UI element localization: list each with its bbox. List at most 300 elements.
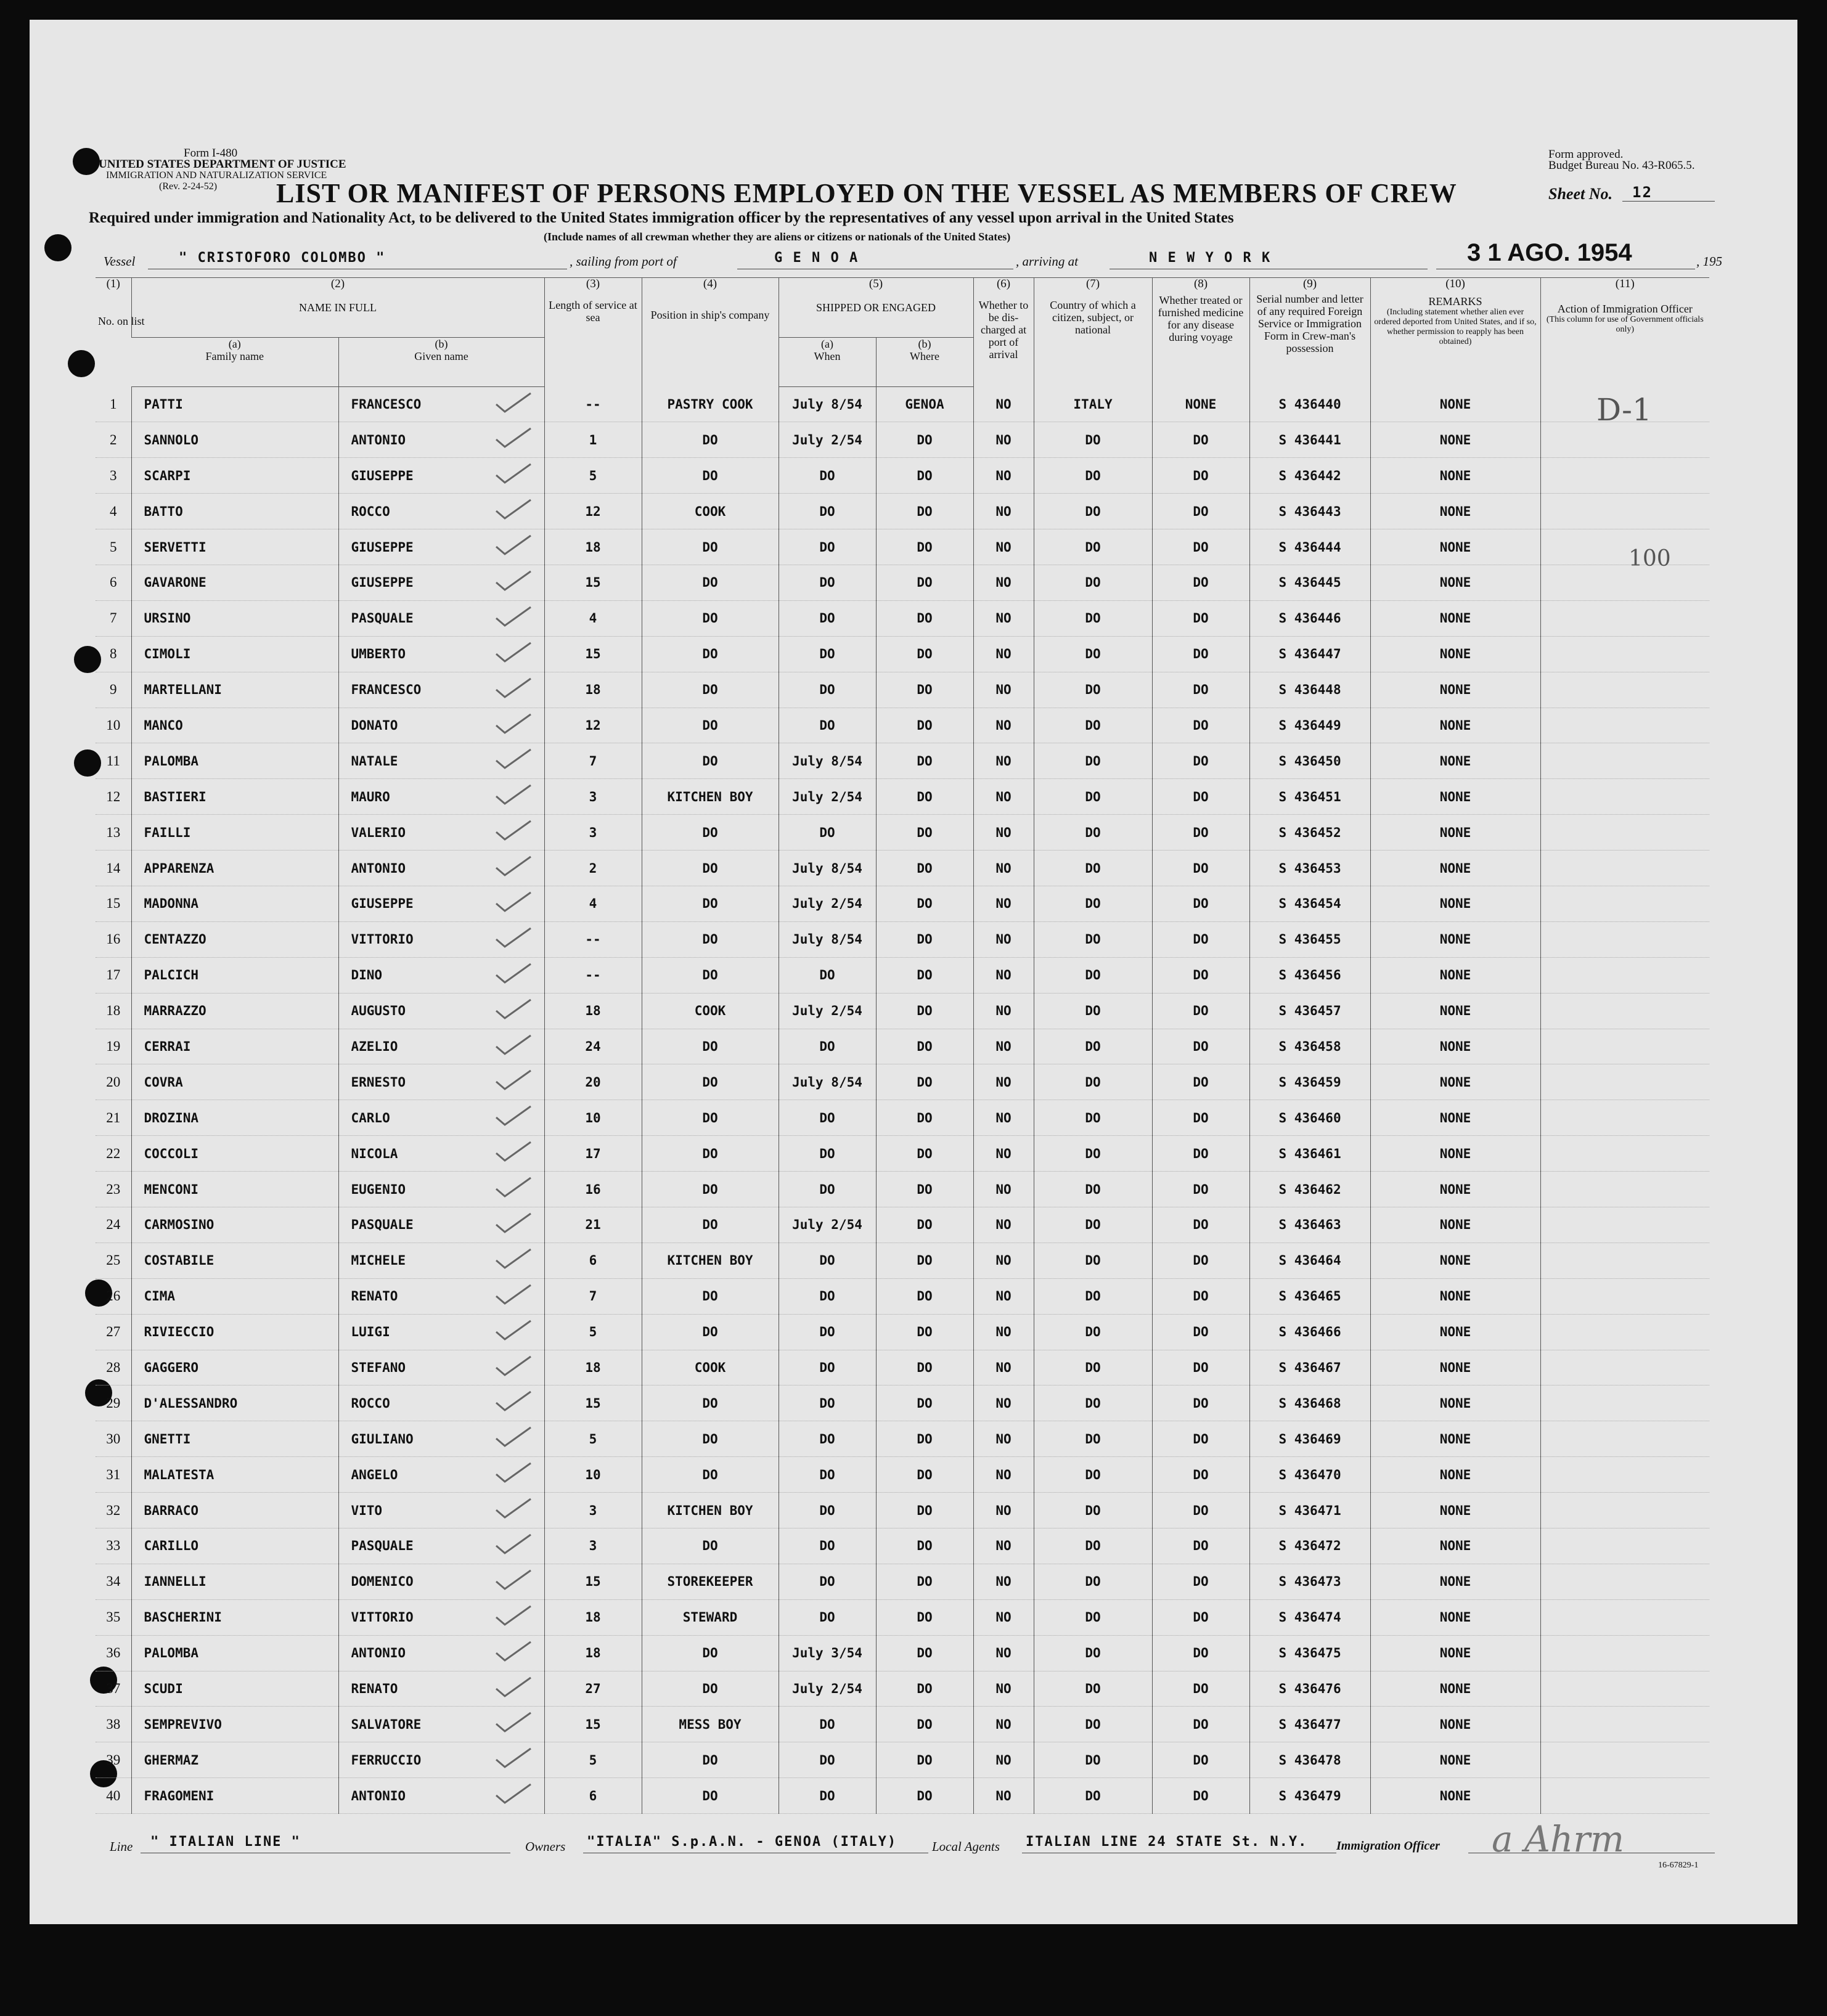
treated-medicine: DO bbox=[1152, 494, 1249, 529]
table-row bbox=[96, 529, 1709, 565]
position: DO bbox=[642, 743, 779, 779]
check-mark-icon bbox=[493, 391, 536, 415]
action-cell bbox=[1540, 1635, 1709, 1671]
action-cell bbox=[1540, 1778, 1709, 1814]
given-name: VITTORIO bbox=[338, 921, 544, 957]
shipped-where: DO bbox=[876, 743, 973, 779]
check-mark-icon bbox=[493, 569, 536, 594]
position: DO bbox=[642, 815, 779, 851]
serial-number: S 436452 bbox=[1249, 815, 1370, 851]
given-name: PASQUALE bbox=[338, 1207, 544, 1243]
discharged-at-arrival: NO bbox=[973, 1742, 1034, 1778]
action-cell bbox=[1540, 672, 1709, 708]
family-name: CARMOSINO bbox=[131, 1207, 338, 1243]
length-of-service: 5 bbox=[544, 1421, 642, 1457]
length-of-service: 7 bbox=[544, 743, 642, 779]
remarks: NONE bbox=[1370, 565, 1540, 600]
shipped-when: DO bbox=[779, 1778, 876, 1814]
row-number: 37 bbox=[96, 1671, 131, 1707]
length-of-service: 18 bbox=[544, 529, 642, 565]
shipped-where: DO bbox=[876, 672, 973, 708]
serial-number: S 436459 bbox=[1249, 1064, 1370, 1100]
action-cell bbox=[1540, 1350, 1709, 1385]
shipped-when: DO bbox=[779, 1742, 876, 1778]
row-number: 19 bbox=[96, 1029, 131, 1064]
remarks: NONE bbox=[1370, 1671, 1540, 1707]
discharged-at-arrival: NO bbox=[973, 1172, 1034, 1207]
discharged-at-arrival: NO bbox=[973, 1493, 1034, 1528]
given-name: LUIGI bbox=[338, 1314, 544, 1350]
check-mark-icon bbox=[493, 1247, 536, 1271]
length-of-service: 21 bbox=[544, 1207, 642, 1243]
check-mark-icon bbox=[493, 1425, 536, 1450]
row-number: 1 bbox=[96, 386, 131, 422]
family-name: FAILLI bbox=[131, 815, 338, 851]
country: DO bbox=[1034, 1635, 1152, 1671]
row-number: 38 bbox=[96, 1707, 131, 1742]
position: KITCHEN BOY bbox=[642, 1243, 779, 1278]
country: DO bbox=[1034, 1528, 1152, 1564]
remarks: NONE bbox=[1370, 779, 1540, 815]
remarks: NONE bbox=[1370, 1528, 1540, 1564]
shipped-when: DO bbox=[779, 1172, 876, 1207]
table-row bbox=[96, 565, 1709, 600]
given-name: ROCCO bbox=[338, 1385, 544, 1421]
discharged-at-arrival: NO bbox=[973, 1778, 1034, 1814]
check-mark-icon bbox=[493, 926, 536, 950]
row-number: 25 bbox=[96, 1243, 131, 1278]
given-name: PASQUALE bbox=[338, 600, 544, 636]
length-of-service: 3 bbox=[544, 1493, 642, 1528]
shipped-when: July 2/54 bbox=[779, 886, 876, 921]
serial-number: S 436454 bbox=[1249, 886, 1370, 921]
check-mark-icon bbox=[493, 961, 536, 986]
family-name: COVRA bbox=[131, 1064, 338, 1100]
header-treated: Whether treated or furnished medicine for any disease during voyage bbox=[1158, 294, 1244, 343]
shipped-where: DO bbox=[876, 1457, 973, 1493]
given-name: FERRUCCIO bbox=[338, 1742, 544, 1778]
discharged-at-arrival: NO bbox=[973, 1207, 1034, 1243]
check-mark-icon bbox=[493, 854, 536, 879]
action-cell bbox=[1540, 565, 1709, 600]
shipped-where: DO bbox=[876, 779, 973, 815]
position: DO bbox=[642, 1029, 779, 1064]
family-name: MADONNA bbox=[131, 886, 338, 921]
length-of-service: 18 bbox=[544, 1635, 642, 1671]
position: DO bbox=[642, 600, 779, 636]
row-number: 6 bbox=[96, 565, 131, 600]
shipped-where: DO bbox=[876, 1385, 973, 1421]
table-row bbox=[96, 743, 1709, 779]
remarks: NONE bbox=[1370, 386, 1540, 422]
shipped-when: July 2/54 bbox=[779, 993, 876, 1029]
serial-number: S 436448 bbox=[1249, 672, 1370, 708]
row-number: 7 bbox=[96, 600, 131, 636]
discharged-at-arrival: NO bbox=[973, 1707, 1034, 1742]
discharged-at-arrival: NO bbox=[973, 1350, 1034, 1385]
table-row bbox=[96, 1599, 1709, 1635]
length-of-service: 10 bbox=[544, 1457, 642, 1493]
action-cell bbox=[1540, 1029, 1709, 1064]
action-cell bbox=[1540, 851, 1709, 886]
given-name: RENATO bbox=[338, 1671, 544, 1707]
treated-medicine: DO bbox=[1152, 1029, 1249, 1064]
table-row bbox=[96, 1671, 1709, 1707]
shipped-when: July 8/54 bbox=[779, 921, 876, 957]
shipped-where: DO bbox=[876, 1278, 973, 1314]
remarks: NONE bbox=[1370, 1136, 1540, 1172]
length-of-service: 4 bbox=[544, 886, 642, 921]
treated-medicine: DO bbox=[1152, 1528, 1249, 1564]
row-number: 5 bbox=[96, 529, 131, 565]
shipped-when: DO bbox=[779, 708, 876, 743]
remarks: NONE bbox=[1370, 1707, 1540, 1742]
discharged-at-arrival: NO bbox=[973, 886, 1034, 921]
discharged-at-arrival: NO bbox=[973, 1314, 1034, 1350]
shipped-when: DO bbox=[779, 494, 876, 529]
check-mark-icon bbox=[493, 1604, 536, 1628]
shipped-when: July 8/54 bbox=[779, 386, 876, 422]
given-name: AZELIO bbox=[338, 1029, 544, 1064]
discharged-at-arrival: NO bbox=[973, 1243, 1034, 1278]
treated-medicine: DO bbox=[1152, 886, 1249, 921]
shipped-when: July 3/54 bbox=[779, 1635, 876, 1671]
country: DO bbox=[1034, 851, 1152, 886]
remarks: NONE bbox=[1370, 886, 1540, 921]
position: DO bbox=[642, 1635, 779, 1671]
action-cell bbox=[1540, 1243, 1709, 1278]
table-row bbox=[96, 708, 1709, 743]
table-row bbox=[96, 1564, 1709, 1599]
position: DO bbox=[642, 672, 779, 708]
country: DO bbox=[1034, 1100, 1152, 1136]
treated-medicine: DO bbox=[1152, 815, 1249, 851]
table-row bbox=[96, 494, 1709, 529]
header-name-in-full: NAME IN FULL bbox=[299, 301, 377, 314]
position: DO bbox=[642, 1778, 779, 1814]
table-row bbox=[96, 1172, 1709, 1207]
action-cell bbox=[1540, 458, 1709, 494]
shipped-when: DO bbox=[779, 1029, 876, 1064]
shipped-where: DO bbox=[876, 1707, 973, 1742]
row-number: 33 bbox=[96, 1528, 131, 1564]
serial-number: S 436442 bbox=[1249, 458, 1370, 494]
check-mark-icon bbox=[493, 1568, 536, 1593]
remarks: NONE bbox=[1370, 600, 1540, 636]
treated-medicine: DO bbox=[1152, 1671, 1249, 1707]
remarks: NONE bbox=[1370, 494, 1540, 529]
family-name: SCUDI bbox=[131, 1671, 338, 1707]
shipped-where: DO bbox=[876, 1742, 973, 1778]
shipped-where: DO bbox=[876, 1314, 973, 1350]
position: PASTRY COOK bbox=[642, 386, 779, 422]
discharged-at-arrival: NO bbox=[973, 529, 1034, 565]
remarks: NONE bbox=[1370, 993, 1540, 1029]
treated-medicine: DO bbox=[1152, 957, 1249, 993]
check-mark-icon bbox=[493, 1211, 536, 1236]
country: DO bbox=[1034, 921, 1152, 957]
serial-number: S 436465 bbox=[1249, 1278, 1370, 1314]
position: DO bbox=[642, 1457, 779, 1493]
action-cell bbox=[1540, 1493, 1709, 1528]
table-row bbox=[96, 422, 1709, 458]
row-number: 34 bbox=[96, 1564, 131, 1599]
col-num-1: (1) bbox=[106, 277, 120, 290]
country: DO bbox=[1034, 422, 1152, 458]
family-name: GAGGERO bbox=[131, 1350, 338, 1385]
shipped-when: DO bbox=[779, 1421, 876, 1457]
country: DO bbox=[1034, 1671, 1152, 1707]
family-name: SEMPREVIVO bbox=[131, 1707, 338, 1742]
serial-number: S 436470 bbox=[1249, 1457, 1370, 1493]
given-name: GIUSEPPE bbox=[338, 458, 544, 494]
shipped-when: DO bbox=[779, 1564, 876, 1599]
shipped-when: DO bbox=[779, 1314, 876, 1350]
family-name: COSTABILE bbox=[131, 1243, 338, 1278]
country: DO bbox=[1034, 1278, 1152, 1314]
table-row bbox=[96, 921, 1709, 957]
position: COOK bbox=[642, 993, 779, 1029]
shipped-when: DO bbox=[779, 1599, 876, 1635]
check-mark-icon bbox=[493, 1389, 536, 1414]
check-mark-icon bbox=[493, 997, 536, 1022]
treated-medicine: DO bbox=[1152, 1278, 1249, 1314]
length-of-service: 4 bbox=[544, 600, 642, 636]
serial-number: S 436472 bbox=[1249, 1528, 1370, 1564]
given-name: DINO bbox=[338, 957, 544, 993]
shipped-when: July 2/54 bbox=[779, 422, 876, 458]
sailing-label: , sailing from port of bbox=[570, 254, 677, 269]
given-name: EUGENIO bbox=[338, 1172, 544, 1207]
punch-hole bbox=[68, 350, 95, 377]
punch-hole bbox=[44, 234, 72, 261]
serial-number: S 436476 bbox=[1249, 1671, 1370, 1707]
serial-number: S 436478 bbox=[1249, 1742, 1370, 1778]
table-row bbox=[96, 1778, 1709, 1814]
position: KITCHEN BOY bbox=[642, 1493, 779, 1528]
country: DO bbox=[1034, 1029, 1152, 1064]
family-name: CENTAZZO bbox=[131, 921, 338, 957]
check-mark-icon bbox=[493, 1033, 536, 1058]
country: DO bbox=[1034, 993, 1152, 1029]
country: DO bbox=[1034, 1421, 1152, 1457]
shipped-when: DO bbox=[779, 672, 876, 708]
given-name: RENATO bbox=[338, 1278, 544, 1314]
discharged-at-arrival: NO bbox=[973, 1421, 1034, 1457]
position: DO bbox=[642, 957, 779, 993]
table-row bbox=[96, 886, 1709, 921]
given-name: MAURO bbox=[338, 779, 544, 815]
remarks: NONE bbox=[1370, 529, 1540, 565]
treated-medicine: DO bbox=[1152, 1635, 1249, 1671]
print-code: 16-67829-1 bbox=[1658, 1861, 1699, 1870]
check-mark-icon bbox=[493, 676, 536, 701]
manifest-title: LIST OR MANIFEST OF PERSONS EMPLOYED ON THE VESSEL AS MEMBERS OF CREW bbox=[276, 178, 1457, 208]
serial-number: S 436468 bbox=[1249, 1385, 1370, 1421]
serial-number: S 436457 bbox=[1249, 993, 1370, 1029]
shipped-where: DO bbox=[876, 458, 973, 494]
given-name: GIUSEPPE bbox=[338, 565, 544, 600]
shipped-where: DO bbox=[876, 851, 973, 886]
action-cell bbox=[1540, 1207, 1709, 1243]
country: DO bbox=[1034, 743, 1152, 779]
country: DO bbox=[1034, 529, 1152, 565]
country: DO bbox=[1034, 1136, 1152, 1172]
action-cell bbox=[1540, 743, 1709, 779]
length-of-service: -- bbox=[544, 957, 642, 993]
family-name: MENCONI bbox=[131, 1172, 338, 1207]
row-number: 9 bbox=[96, 672, 131, 708]
position: DO bbox=[642, 529, 779, 565]
check-mark-icon bbox=[493, 1104, 536, 1128]
serial-number: S 436453 bbox=[1249, 851, 1370, 886]
punch-hole bbox=[73, 148, 100, 175]
remarks: NONE bbox=[1370, 1350, 1540, 1385]
remarks: NONE bbox=[1370, 1564, 1540, 1599]
action-cell bbox=[1540, 1707, 1709, 1742]
remarks: NONE bbox=[1370, 422, 1540, 458]
given-name: STEFANO bbox=[338, 1350, 544, 1385]
manifest-subtitle: Required under immigration and Nationality Act, to be delivered to the United States immigration officer by the representatives of any vessel upon arrival in the United States bbox=[89, 210, 1234, 226]
action-cell bbox=[1540, 1528, 1709, 1564]
action-cell bbox=[1540, 779, 1709, 815]
country: DO bbox=[1034, 1742, 1152, 1778]
position: DO bbox=[642, 1278, 779, 1314]
length-of-service: 10 bbox=[544, 1100, 642, 1136]
shipped-where: DO bbox=[876, 815, 973, 851]
shipped-when: DO bbox=[779, 1100, 876, 1136]
family-name: SERVETTI bbox=[131, 529, 338, 565]
officer-label: Immigration Officer bbox=[1336, 1839, 1440, 1853]
row-number: 20 bbox=[96, 1064, 131, 1100]
shipped-where: DO bbox=[876, 1778, 973, 1814]
discharged-at-arrival: NO bbox=[973, 494, 1034, 529]
agents-value: ITALIAN LINE 24 STATE St. N.Y. bbox=[1026, 1834, 1308, 1850]
discharged-at-arrival: NO bbox=[973, 458, 1034, 494]
remarks: NONE bbox=[1370, 1778, 1540, 1814]
row-number: 22 bbox=[96, 1136, 131, 1172]
col-num-9: (9) bbox=[1302, 277, 1317, 290]
row-number: 40 bbox=[96, 1778, 131, 1814]
position: DO bbox=[642, 1671, 779, 1707]
row-number: 10 bbox=[96, 708, 131, 743]
header-given-b: (b) bbox=[435, 338, 448, 351]
remarks: NONE bbox=[1370, 1421, 1540, 1457]
discharged-at-arrival: NO bbox=[973, 1064, 1034, 1100]
length-of-service: 12 bbox=[544, 708, 642, 743]
row-number: 27 bbox=[96, 1314, 131, 1350]
remarks: NONE bbox=[1370, 1314, 1540, 1350]
discharged-at-arrival: NO bbox=[973, 743, 1034, 779]
discharged-at-arrival: NO bbox=[973, 386, 1034, 422]
remarks: NONE bbox=[1370, 1100, 1540, 1136]
table-row bbox=[96, 1207, 1709, 1243]
treated-medicine: DO bbox=[1152, 1778, 1249, 1814]
country: DO bbox=[1034, 636, 1152, 672]
table-row bbox=[96, 636, 1709, 672]
table-row bbox=[96, 600, 1709, 636]
shipped-when: July 2/54 bbox=[779, 1671, 876, 1707]
discharged-at-arrival: NO bbox=[973, 1635, 1034, 1671]
arrival-port: N E W Y O R K bbox=[1149, 250, 1272, 266]
check-mark-icon bbox=[493, 462, 536, 486]
given-name: ANTONIO bbox=[338, 1635, 544, 1671]
shipped-where: DO bbox=[876, 529, 973, 565]
action-cell bbox=[1540, 957, 1709, 993]
treated-medicine: DO bbox=[1152, 1421, 1249, 1457]
table-row bbox=[96, 779, 1709, 815]
treated-medicine: DO bbox=[1152, 1136, 1249, 1172]
serial-number: S 436456 bbox=[1249, 957, 1370, 993]
shipped-where: DO bbox=[876, 1172, 973, 1207]
check-mark-icon bbox=[493, 1675, 536, 1700]
form-revision: (Rev. 2-24-52) bbox=[159, 181, 218, 192]
length-of-service: 15 bbox=[544, 1564, 642, 1599]
check-mark-icon bbox=[493, 497, 536, 522]
shipped-when: DO bbox=[779, 529, 876, 565]
col-num-11: (11) bbox=[1615, 277, 1635, 290]
shipped-where: DO bbox=[876, 886, 973, 921]
treated-medicine: DO bbox=[1152, 458, 1249, 494]
discharged-at-arrival: NO bbox=[973, 422, 1034, 458]
shipped-when: DO bbox=[779, 1528, 876, 1564]
discharged-at-arrival: NO bbox=[973, 1528, 1034, 1564]
remarks: NONE bbox=[1370, 921, 1540, 957]
sheet-label: Sheet No. bbox=[1548, 185, 1612, 203]
owners-label: Owners bbox=[525, 1839, 566, 1854]
shipped-where: DO bbox=[876, 636, 973, 672]
discharged-at-arrival: NO bbox=[973, 1278, 1034, 1314]
position: DO bbox=[642, 636, 779, 672]
length-of-service: 16 bbox=[544, 1172, 642, 1207]
action-cell bbox=[1540, 529, 1709, 565]
table-row bbox=[96, 1493, 1709, 1528]
row-number: 2 bbox=[96, 422, 131, 458]
row-number: 21 bbox=[96, 1100, 131, 1136]
shipped-where: DO bbox=[876, 1564, 973, 1599]
table-row bbox=[96, 1742, 1709, 1778]
country: DO bbox=[1034, 1493, 1152, 1528]
shipped-when: DO bbox=[779, 600, 876, 636]
shipped-where: DO bbox=[876, 708, 973, 743]
check-mark-icon bbox=[493, 533, 536, 558]
shipped-when: DO bbox=[779, 1493, 876, 1528]
discharged-at-arrival: NO bbox=[973, 1564, 1034, 1599]
given-name: ANTONIO bbox=[338, 422, 544, 458]
country: DO bbox=[1034, 1385, 1152, 1421]
treated-medicine: DO bbox=[1152, 1707, 1249, 1742]
family-name: URSINO bbox=[131, 600, 338, 636]
given-name: VALERIO bbox=[338, 815, 544, 851]
row-number: 39 bbox=[96, 1742, 131, 1778]
header-family-name: Family name bbox=[205, 350, 264, 363]
sailing-port: G E N O A bbox=[774, 250, 859, 266]
action-cell bbox=[1540, 1172, 1709, 1207]
serial-number: S 436450 bbox=[1249, 743, 1370, 779]
family-name: CERRAI bbox=[131, 1029, 338, 1064]
year-suffix: , 195 bbox=[1696, 254, 1722, 269]
position: DO bbox=[642, 708, 779, 743]
shipped-when: DO bbox=[779, 636, 876, 672]
row-number: 3 bbox=[96, 458, 131, 494]
action-cell bbox=[1540, 600, 1709, 636]
crew-manifest-table bbox=[96, 277, 1709, 1814]
country: DO bbox=[1034, 1707, 1152, 1742]
remarks: NONE bbox=[1370, 1029, 1540, 1064]
position: DO bbox=[642, 1172, 779, 1207]
position: DO bbox=[642, 1421, 779, 1457]
check-mark-icon bbox=[493, 605, 536, 629]
